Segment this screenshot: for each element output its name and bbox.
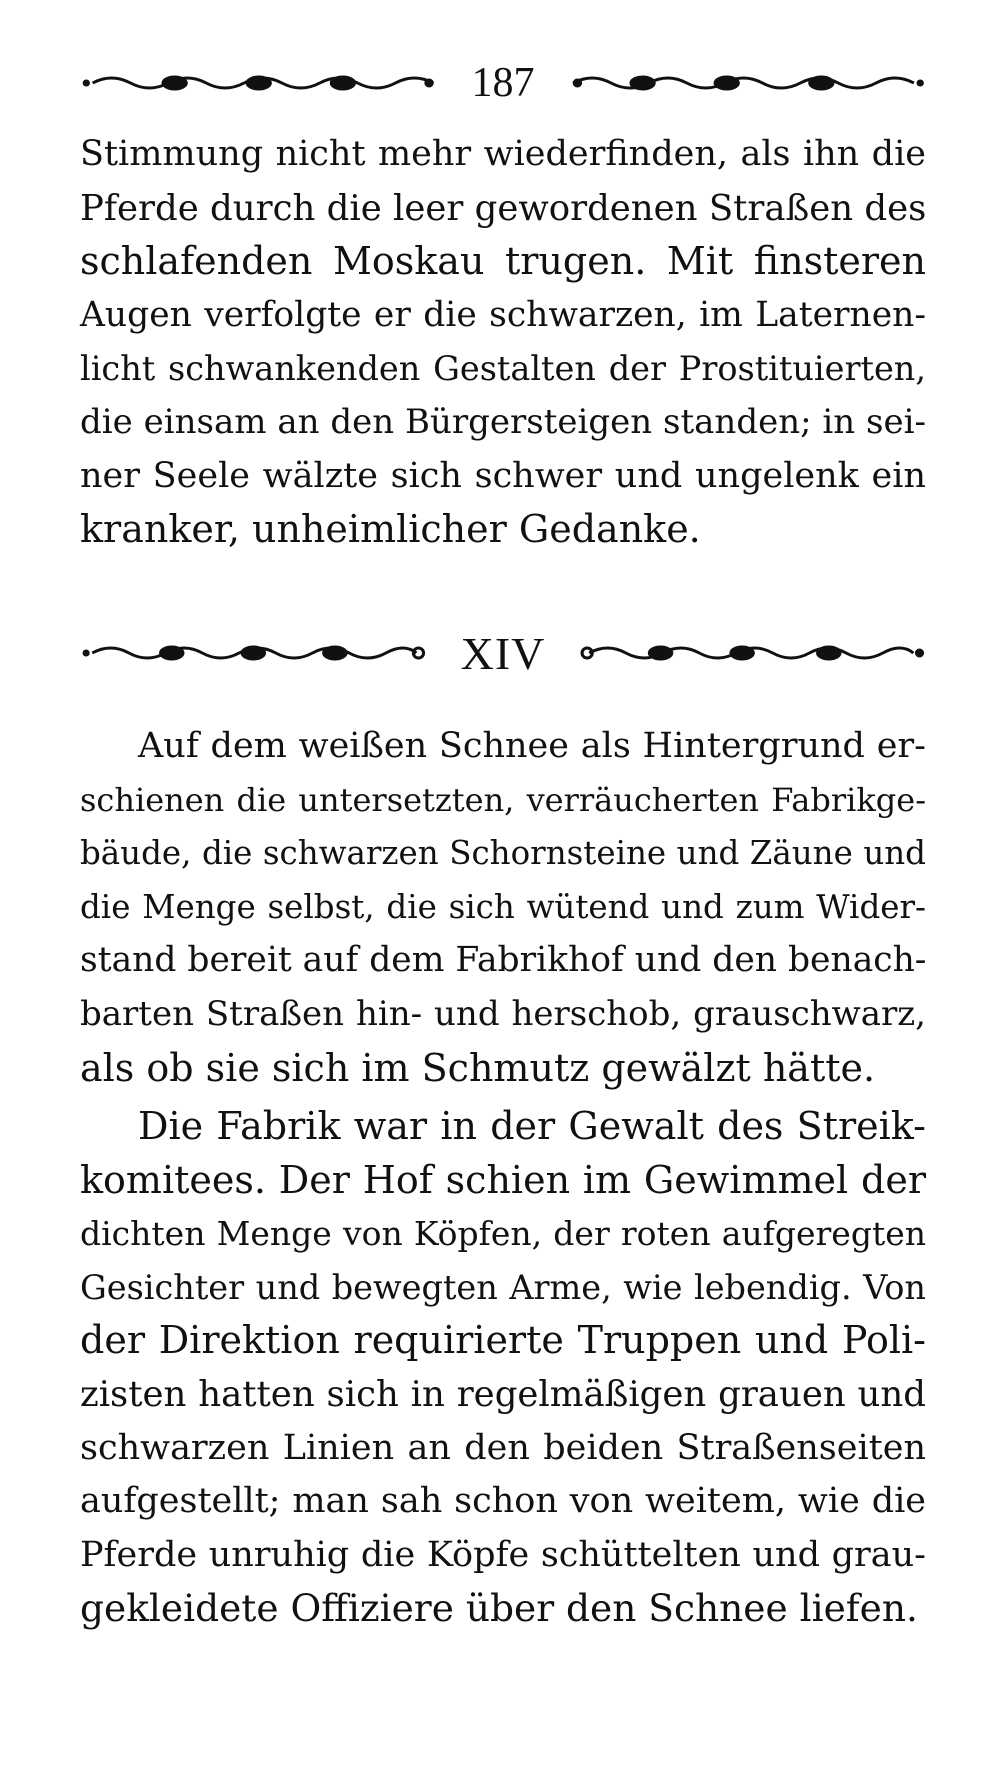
scroll-ornament-icon — [80, 69, 438, 97]
text-line: die Menge selbst, die sich wütend und zum Wider- — [80, 887, 926, 926]
text-line: Gesichter und bewegten Arme, wie lebendig. Von — [80, 1267, 926, 1307]
text-line: licht schwankenden Gestalten der Prostituierten, — [80, 349, 926, 389]
chapter-heading — [80, 618, 926, 688]
paragraph-1 — [80, 720, 926, 1095]
top-paragraph — [80, 128, 926, 557]
text-line: Pferde durch die leer gewordenen Straßen des — [80, 187, 927, 229]
text-line: Pferde unruhig die Köpfe schüttelten und grau- — [80, 1534, 926, 1575]
text-line: zisten hatten sich in regelmäßigen grauen und — [80, 1373, 926, 1415]
text-line: schienen die untersetzten, verräucherten Fabrikge- — [80, 780, 926, 819]
text-line: die einsam an den Bürgersteigen standen; in sei- — [80, 401, 926, 442]
page-header — [80, 48, 926, 118]
text-line: als ob sie sich im Schmutz gewälzt hätte. — [80, 1045, 876, 1090]
text-line: bäude, die schwarzen Schornsteine und Zäune und — [80, 834, 926, 873]
text-line: schwarzen Linien an den beiden Straßenseiten — [80, 1427, 926, 1468]
text-line: ner Seele wälzte sich schwer und ungelenk ein — [80, 455, 926, 496]
page-number: 187 — [471, 60, 535, 106]
text-line: schlafenden Moskau trugen. Mit finsteren — [80, 239, 926, 284]
text-line: aufgestellt; man sah schon von weitem, wie die — [80, 1481, 926, 1522]
paragraph-2 — [80, 1100, 926, 1636]
text-line: Auf dem weißen Schnee als Hintergrund er- — [138, 726, 926, 766]
text-line: dichten Menge von Köpfen, der roten aufgeregten — [80, 1214, 926, 1254]
text-line: kranker, unheimlicher Gedanke. — [80, 507, 701, 552]
text-line: gekleidete Offiziere über den Schnee liefen. — [80, 1586, 918, 1631]
scroll-ornament-icon — [569, 69, 927, 97]
text-line: Die Fabrik war in der Gewalt des Streik- — [138, 1104, 926, 1148]
scroll-ornament-icon — [579, 639, 926, 667]
chapter-number: XIV — [460, 627, 546, 679]
text-line: Stimmung nicht mehr wiederfinden, als ihn die — [80, 134, 926, 174]
scroll-ornament-icon — [80, 639, 427, 667]
text-line: barten Straßen hin- und herschob, grauschwarz, — [80, 993, 926, 1034]
text-line: stand bereit auf dem Fabrikhof und den benach- — [80, 940, 927, 981]
text-line: der Direktion requirierte Truppen und Poli- — [80, 1318, 926, 1363]
text-line: komitees. Der Hof schien im Gewimmel der — [80, 1157, 926, 1202]
text-line: Augen verfolgte er die schwarzen, im Laternen- — [80, 294, 926, 335]
